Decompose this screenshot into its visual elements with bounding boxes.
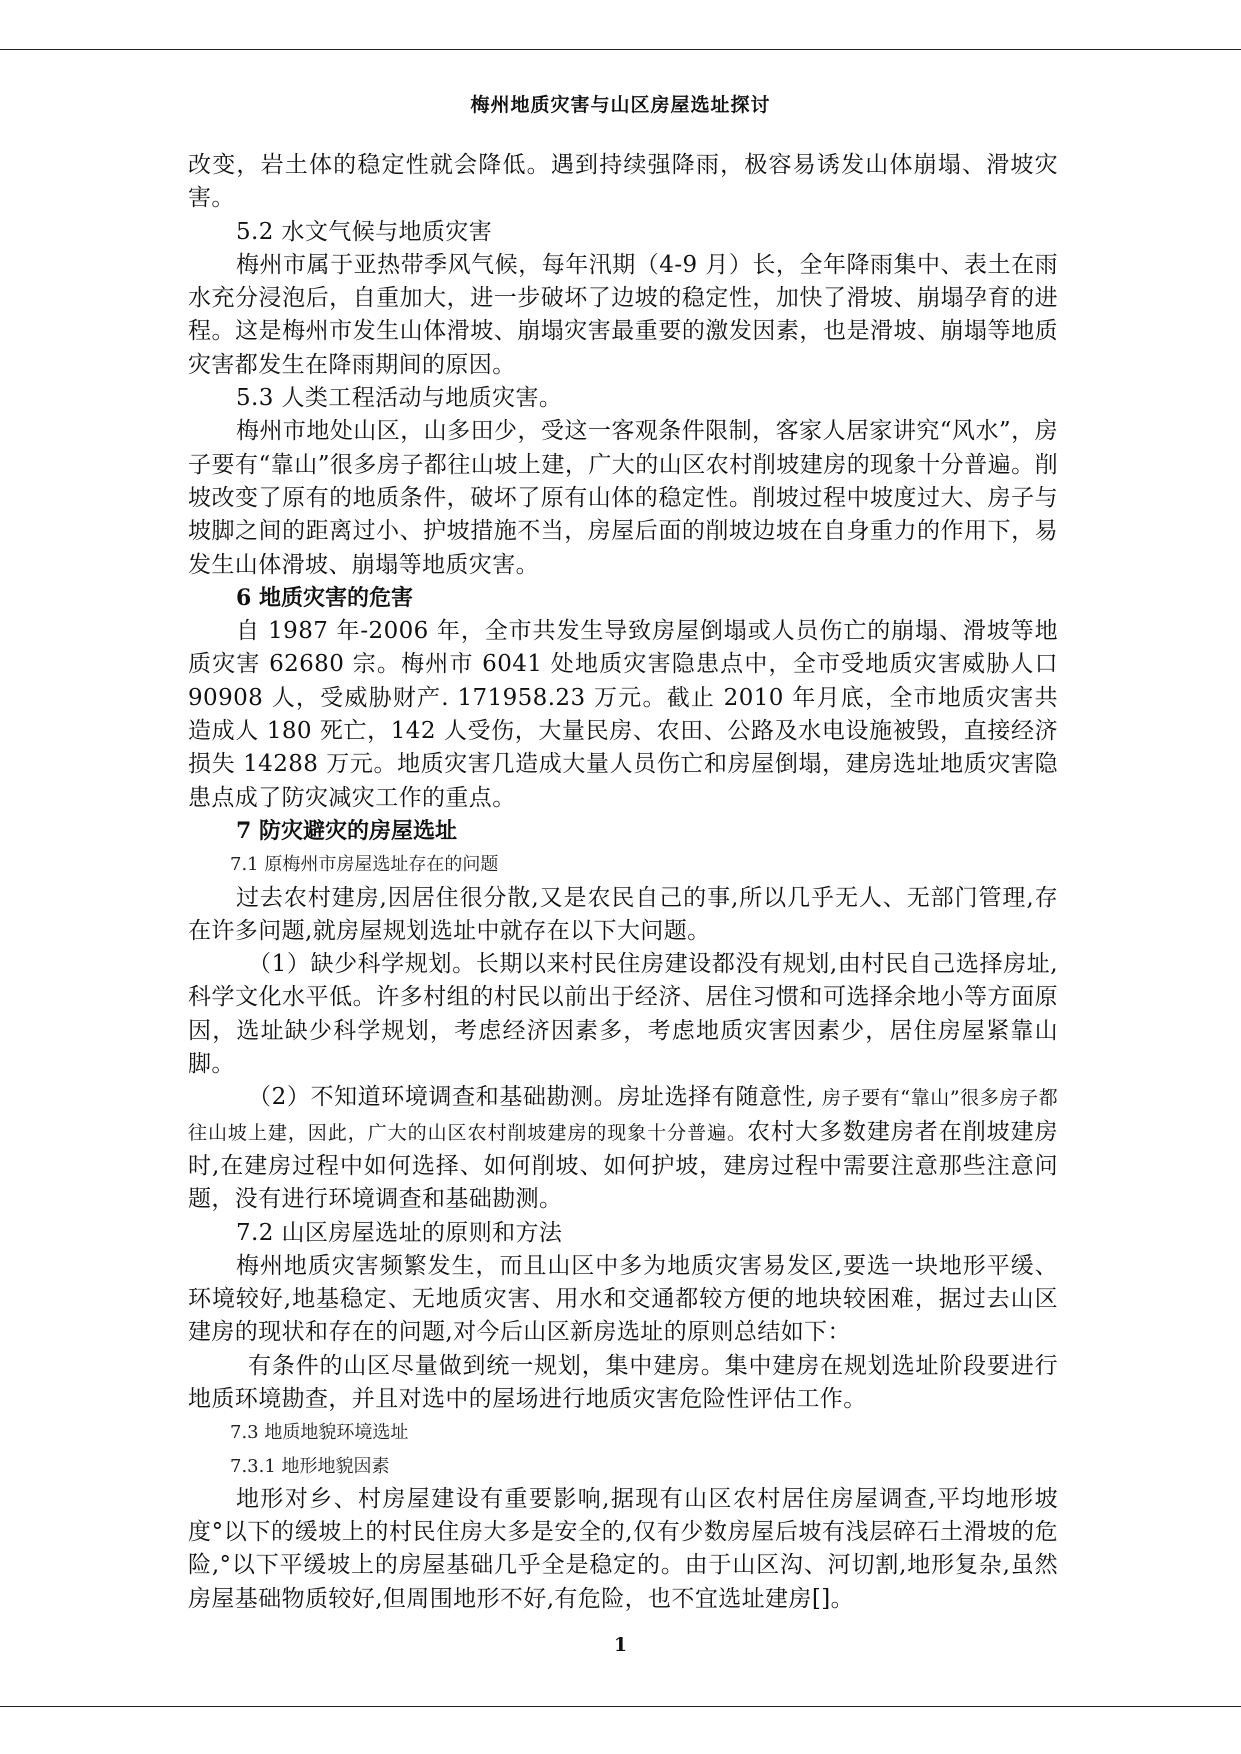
- paragraph-continuation: 改变，岩土体的稳定性就会降低。遇到持续强降雨，极容易诱发山体崩塌、滑坡灾害。: [188, 152, 1058, 212]
- paragraph-terrain: 地形对乡、村房屋建设有重要影响,据现有山区农村居住房屋调查,平均地形坡度°以下的缓坡上的村民住房大多是安全的,仅有少数房屋后坡有浅层碎石土滑坡的危险,°以下平缓坡上的房屋基础几乎全是稳定的。由于山区沟、河切割,地形复杂,虽然房屋基础物质较好,但周围地形不好,有危险，也不宜选址建房[]。: [188, 1485, 1058, 1612]
- section-heading-5-2: 5.2 水文气候与地质灾害: [236, 218, 493, 245]
- document-body: [188, 149, 1058, 1616]
- item-2-part-c: 农村大多数建房者在削坡建房时,在建房过程中如何选择、如何削坡、如何护坡，建房过程中需要注意那些注意问题，没有进行环境调查和基础勘测。: [188, 1118, 1059, 1213]
- section-heading-7-1: 7.1 原梅州市房屋选址存在的问题: [230, 854, 499, 876]
- footer-rule: [0, 1706, 1241, 1707]
- section-heading-7: 7 防灾避灾的房屋选址: [236, 817, 457, 844]
- item-2-part-a: （2）不知道环境调查和基础勘测。房址选择有随意性,: [248, 1084, 814, 1111]
- paragraph-hazard-damage: 自 1987 年-2006 年，全市共发生导致房屋倒塌或人员伤亡的崩塌、滑坡等地质灾害 62680 宗。梅州市 6041 处地质灾害隐患点中，全市受地质灾害威胁人口 90908 人，受威胁财产. 171958.23 万元。截止 2010 年月底，全市地质灾害共造成人 180 死亡，142 人受伤，大量民房、农田、公路及水电设施被毁，直接经济损失 14288 万元。地质灾害几造成大量人员伤亡和房屋倒塌，建房选址地质灾害隐患点成了防灾减灾工作的重点。: [188, 618, 1058, 811]
- paragraph-human-activity: 梅州市地处山区，山多田少，受这一客观条件限制，客家人居家讲究“风水”，房子要有“靠山”很多房子都往山坡上建，广大的山区农村削坡建房的现象十分普遍。削坡改变了原有的地质条件，破坏了原有山体的稳定性。削坡过程中坡度过大、房子与坡脚之间的距离过小、护坡措施不当，房屋后面的削坡边坡在自身重力的作用下，易发生山体滑坡、崩塌等地质灾害。: [188, 418, 1058, 578]
- section-heading-6: 6 地质灾害的危害: [236, 584, 413, 611]
- section-heading-5-3: 5.3 人类工程活动与地质灾害。: [236, 385, 563, 412]
- section-heading-7-2: 7.2 山区房屋选址的原则和方法: [236, 1219, 563, 1246]
- paragraph-item-2: [188, 1081, 1058, 1216]
- section-heading-7-3-1: 7.3.1 地形地貌因素: [230, 1455, 390, 1477]
- paragraph-unified-planning: 有条件的山区尽量做到统一规划，集中建房。集中建房在规划选址阶段要进行地质环境勘查，并且对选中的屋场进行地质灾害危险性评估工作。: [188, 1352, 1058, 1412]
- item-2-part-b: 房子要有“靠山”很多房子都往山坡上建，因此，广大的山区农村削坡建房的现象十分普遍。: [188, 1087, 1058, 1144]
- page-header-title: 梅州地质灾害与山区房屋选址探讨: [470, 94, 771, 116]
- page-number: 1: [613, 1634, 628, 1656]
- paragraph-item-1: （1）缺少科学规划。长期以来村民住房建设都没有规划,由村民自己选择房址,科学文化水平低。许多村组的村民以前出于经济、居住习惯和可选择余地小等方面原因，选址缺少科学规划，考虑经济因素多，考虑地质灾害因素少，居住房屋紧靠山脚。: [188, 951, 1058, 1078]
- paragraph-past-problems: 过去农村建房,因居住很分散,又是农民自己的事,所以几乎无人、无部门管理,存在许多问题,就房屋规划选址中就存在以下大问题。: [188, 884, 1058, 944]
- header-rule: [0, 49, 1241, 50]
- section-heading-7-3: 7.3 地质地貌环境选址: [230, 1422, 409, 1444]
- paragraph-principles: 梅州地质灾害频繁发生，而且山区中多为地质灾害易发区,要选一块地形平缓、环境较好,地基稳定、无地质灾害、用水和交通都较方便的地块较困难，据过去山区建房的现状和存在的问题,对今后山区新房选址的原则总结如下：: [188, 1252, 1058, 1346]
- paragraph-climate: 梅州市属于亚热带季风气候，每年汛期（4-9 月）长，全年降雨集中、表土在雨水充分浸泡后，自重加大，进一步破坏了边坡的稳定性，加快了滑坡、崩塌孕育的进程。这是梅州市发生山体滑坡、崩塌灾害最重要的激发因素，也是滑坡、崩塌等地质灾害都发生在降雨期间的原因。: [188, 251, 1058, 378]
